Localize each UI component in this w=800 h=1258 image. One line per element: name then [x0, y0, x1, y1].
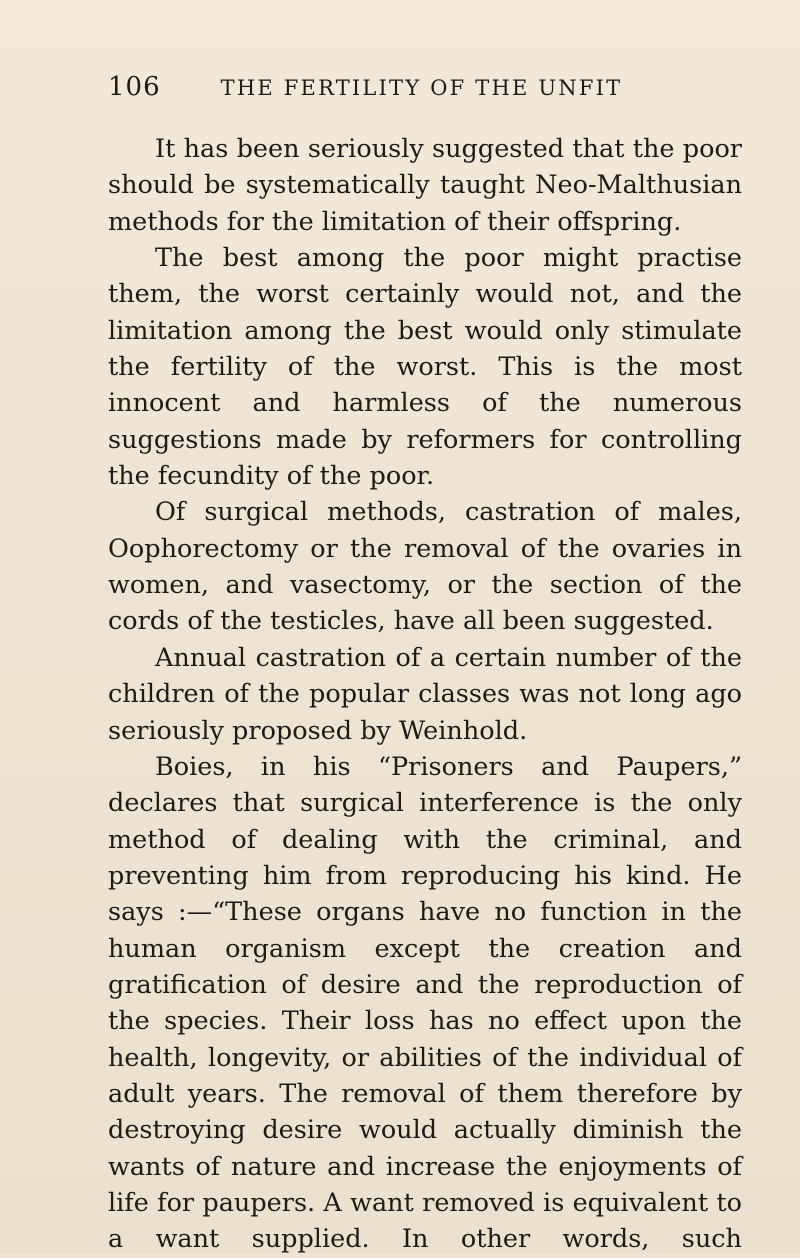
paragraph: Boies, in his “Prisoners and Paupers,” declares that surgical interference is the only method of dealing with the criminal, and preventing him from reproducing his kind. He says :—“These organs have no function in the human organism except the creation and gratification of desire and the reproduction of the species. Their loss has no effect upon the health, longevity, or abilities of the individual of adult years. The removal of them therefore by destroying desire would actually diminish the wants of nature and increase the enjoyments of life for paupers. A want removed is equivalent to a want supplied. In other words, such: [108, 751, 742, 1255]
page-header: [108, 72, 630, 106]
paragraph: Annual castration of a certain number of the children of the popular classes was not long ago seriously proposed by Weinhold.: [108, 642, 742, 746]
page-number: 106: [108, 72, 161, 102]
paragraph: It has been seriously suggested that the poor should be systematically taught Neo-Malthusian methods for the limitation of their offspring.: [108, 134, 742, 237]
paragraph: The best among the poor might practise them, the worst certainly would not, and the limitation among the best would only stimulate the fertility of the worst. This is the most innocent and harmless of the numerous suggestions made by reformers for controlling the fecundity of the poor.: [108, 243, 742, 492]
running-head: THE FERTILITY OF THE UNFIT: [220, 76, 623, 100]
body-text: [108, 131, 742, 1258]
paragraph: Of surgical methods, castration of males, Oophorectomy or the removal of the ovaries in women, and vasectomy, or the section of the cords of the testicles, have all been suggested.: [108, 497, 742, 637]
